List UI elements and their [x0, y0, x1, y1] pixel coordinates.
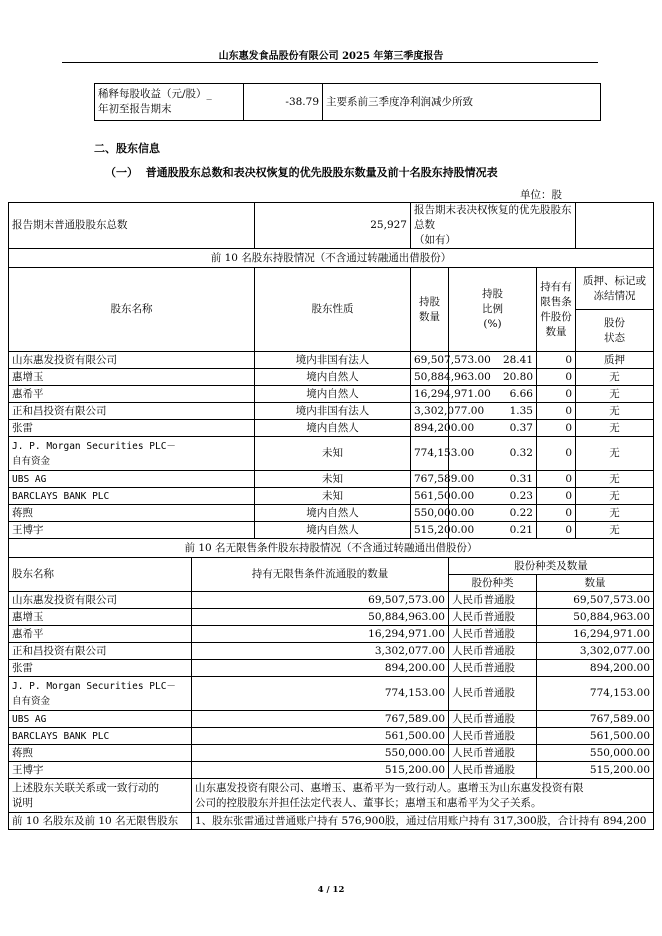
eps-table	[94, 83, 601, 121]
eps-label	[95, 84, 244, 121]
shareholder-name: 张雷	[9, 420, 255, 437]
share-kind-qty: 16,294,971.00	[537, 626, 654, 643]
table-row	[9, 711, 654, 728]
share-kind-qty: 69,507,573.00	[537, 592, 654, 609]
share-kind: 人民币普通股	[449, 626, 537, 643]
shareholder-name: 王博宇	[9, 762, 192, 779]
pledge-state: 质押	[576, 352, 654, 369]
shareholder-nature: 境内非国有法人	[255, 352, 411, 369]
shares-held: 16,294,971.00	[411, 386, 449, 403]
margin-row	[9, 813, 654, 830]
unrestricted-count: 3,302,077.00	[192, 643, 449, 660]
pledge-state: 无	[576, 522, 654, 539]
share-kind-qty: 561,500.00	[537, 728, 654, 745]
margin-label: 前 10 名股东及前 10 名无限售股东	[9, 813, 192, 830]
share-ratio: 0.31	[449, 471, 537, 488]
table-row	[9, 386, 654, 403]
shareholder-name: BARCLAYS BANK PLC	[9, 728, 192, 745]
unrestricted-count: 69,507,573.00	[192, 592, 449, 609]
table-row	[9, 643, 654, 660]
shareholder-name: 惠增玉	[9, 609, 192, 626]
shareholder-name: 王博宇	[9, 522, 255, 539]
table-row	[9, 471, 654, 488]
share-kind-qty: 550,000.00	[537, 745, 654, 762]
eps-label-line1: 稀释每股收益（元/股）_	[98, 88, 212, 100]
shareholder-table	[8, 202, 654, 830]
share-kind-qty: 3,302,077.00	[537, 643, 654, 660]
ur-header-qty: 数量	[537, 575, 654, 592]
shareholder-nature: 境内自然人	[255, 420, 411, 437]
unrestricted-count: 16,294,971.00	[192, 626, 449, 643]
unrestricted-count: 894,200.00	[192, 660, 449, 677]
eps-reason: 主要系前三季度净利润减少所致	[323, 84, 601, 121]
restricted-shares: 0	[537, 522, 576, 539]
shareholder-nature: 未知	[255, 471, 411, 488]
shareholder-name: 蒋煦	[9, 505, 255, 522]
share-ratio: 20.80	[449, 369, 537, 386]
shareholder-name: 山东惠发投资有限公司	[9, 592, 192, 609]
ratio-l2: 比例	[482, 303, 503, 315]
subsection-prefix: （一）	[105, 166, 138, 179]
share-ratio: 1.35	[449, 403, 537, 420]
share-kind-qty: 774,153.00	[537, 677, 654, 711]
shares-held: 550,000.00	[411, 505, 449, 522]
unit-label: 单位：股	[520, 189, 562, 201]
pref-label-line1: 报告期末表决权恢复的优先股股东总数	[414, 204, 572, 231]
pledge-state: 无	[576, 437, 654, 471]
margin-text: 1、股东张雷通过普通账户持有 576,900股，通过信用账户持有 317,300股，合计持有 894,200	[192, 813, 654, 830]
shareholder-name-line1: J. P. Morgan Securities PLC－	[12, 440, 176, 452]
pledge-state: 无	[576, 403, 654, 420]
state-l1: 股份	[604, 316, 626, 329]
eps-label-line2: 年初至报告期末	[98, 103, 172, 115]
ur-header-kind: 股份种类	[449, 575, 537, 592]
col-header-pledge: 质押、标记或冻结情况	[576, 268, 654, 310]
share-kind: 人民币普通股	[449, 762, 537, 779]
share-kind-qty: 515,200.00	[537, 762, 654, 779]
shareholder-name: 惠希平	[9, 386, 255, 403]
table-row	[9, 762, 654, 779]
unrestricted-count: 774,153.00	[192, 677, 449, 711]
unrestricted-count: 515,200.00	[192, 762, 449, 779]
shareholder-name: 山东惠发投资有限公司	[9, 352, 255, 369]
shares-held: 3,302,077.00	[411, 403, 449, 420]
total-holders-label: 报告期末普通股股东总数	[9, 203, 255, 249]
table-row	[9, 420, 654, 437]
shares-held: 69,507,573.00	[411, 352, 449, 369]
share-kind: 人民币普通股	[449, 609, 537, 626]
pledge-state: 无	[576, 420, 654, 437]
pref-holders-value	[576, 203, 654, 249]
table-row	[9, 505, 654, 522]
col-header-state	[576, 310, 654, 352]
restricted-shares: 0	[537, 403, 576, 420]
shareholder-name-cell	[9, 437, 255, 471]
shareholder-name: UBS AG	[9, 471, 255, 488]
pledge-state: 无	[576, 505, 654, 522]
table-row	[9, 352, 654, 369]
pledge-state: 无	[576, 488, 654, 505]
shareholder-name-line2: 自有资金	[12, 455, 51, 467]
share-kind: 人民币普通股	[449, 660, 537, 677]
restricted-shares: 0	[537, 437, 576, 471]
unrestricted-count: 550,000.00	[192, 745, 449, 762]
table-row	[9, 437, 654, 471]
share-kind: 人民币普通股	[449, 643, 537, 660]
page-header-title: 山东惠发食品股份有限公司 2025 年第三季度报告	[218, 51, 444, 62]
header-divider	[62, 62, 598, 63]
pref-label-line2: （如有）	[414, 234, 456, 246]
share-ratio: 0.21	[449, 522, 537, 539]
related-label-l1: 上述股东关联关系或一致行动的	[12, 781, 159, 794]
shareholder-nature: 未知	[255, 437, 411, 471]
restricted-shares: 0	[537, 352, 576, 369]
shareholder-nature: 境内非国有法人	[255, 403, 411, 420]
unrestricted-count: 50,884,963.00	[192, 609, 449, 626]
ratio-l3: (%)	[483, 318, 502, 330]
pledge-state: 无	[576, 386, 654, 403]
table-row	[9, 403, 654, 420]
ratio-l1: 持股	[482, 288, 503, 300]
shareholder-name: BARCLAYS BANK PLC	[9, 488, 255, 505]
pref-holders-label	[411, 203, 576, 249]
related-text-l2: 公司的控股股东并担任法定代表人、董事长；惠增玉和惠希平为父子关系。	[195, 796, 542, 809]
shares-held: 774,153.00	[411, 437, 449, 471]
ur-header-name: 股东名称	[9, 558, 192, 592]
restricted-shares: 0	[537, 488, 576, 505]
table-row	[9, 369, 654, 386]
related-row	[9, 779, 654, 813]
shares-held: 50,884,963.00	[411, 369, 449, 386]
related-label	[9, 779, 192, 813]
restricted-shares: 0	[537, 420, 576, 437]
restricted-shares: 0	[537, 386, 576, 403]
table-row	[9, 745, 654, 762]
share-kind-qty: 894,200.00	[537, 660, 654, 677]
unrestricted-count: 561,500.00	[192, 728, 449, 745]
share-ratio: 0.32	[449, 437, 537, 471]
table-row	[9, 728, 654, 745]
related-label-l2: 说明	[12, 796, 33, 809]
col-header-shares: 持股数量	[411, 268, 449, 352]
section-title: 二、股东信息	[94, 142, 160, 155]
shareholder-name: 正和昌投资有限公司	[9, 403, 255, 420]
restricted-shares: 0	[537, 505, 576, 522]
shareholder-nature: 境内自然人	[255, 505, 411, 522]
share-ratio: 0.22	[449, 505, 537, 522]
restricted-shares: 0	[537, 369, 576, 386]
shares-held: 767,589.00	[411, 471, 449, 488]
share-ratio: 0.23	[449, 488, 537, 505]
share-ratio: 0.37	[449, 420, 537, 437]
share-ratio: 28.41	[449, 352, 537, 369]
related-text	[192, 779, 654, 813]
table-row	[9, 626, 654, 643]
table-row	[9, 592, 654, 609]
shareholder-name: 正和昌投资有限公司	[9, 643, 192, 660]
top10-header-row	[9, 268, 654, 310]
shares-held: 515,200.00	[411, 522, 449, 539]
share-kind: 人民币普通股	[449, 592, 537, 609]
share-kind-qty: 50,884,963.00	[537, 609, 654, 626]
col-header-nature: 股东性质	[255, 268, 411, 352]
table-row	[9, 522, 654, 539]
restricted-l1: 持有有限售条	[540, 280, 572, 308]
totals-row	[9, 203, 654, 249]
ur-header-kind-group: 股份种类及数量	[449, 558, 654, 575]
share-kind: 人民币普通股	[449, 677, 537, 711]
total-holders-value: 25,927	[255, 203, 411, 249]
related-text-l1: 山东惠发投资有限公司、惠增玉、惠希平为一致行动人。惠增玉为山东惠发投资有限	[195, 781, 584, 794]
share-kind: 人民币普通股	[449, 728, 537, 745]
table-row	[9, 609, 654, 626]
unrestricted-header-row	[9, 558, 654, 575]
shareholder-name-cell	[9, 677, 192, 711]
ur-header-count: 持有无限售条件流通股的数量	[192, 558, 449, 592]
page-number: 4 / 12	[317, 885, 345, 895]
share-kind: 人民币普通股	[449, 711, 537, 728]
col-header-name: 股东名称	[9, 268, 255, 352]
shareholder-name: UBS AG	[9, 711, 192, 728]
shareholder-name: 张雷	[9, 660, 192, 677]
pledge-state: 无	[576, 471, 654, 488]
shareholder-name: 惠增玉	[9, 369, 255, 386]
top10-caption: 前 10 名股东持股情况（不含通过转融通出借股份）	[9, 249, 654, 268]
share-kind-qty: 767,589.00	[537, 711, 654, 728]
eps-value: -38.79	[244, 84, 323, 121]
shareholder-name: 惠希平	[9, 626, 192, 643]
restricted-l2: 件股份数量	[540, 310, 572, 338]
shareholder-nature: 境内自然人	[255, 522, 411, 539]
shareholder-name-line1: J. P. Morgan Securities PLC－	[12, 680, 176, 692]
unrestricted-caption: 前 10 名无限售条件股东持股情况（不含通过转融通出借股份）	[9, 539, 654, 558]
table-row	[9, 660, 654, 677]
col-header-restricted	[537, 268, 576, 352]
unrestricted-count: 767,589.00	[192, 711, 449, 728]
share-kind: 人民币普通股	[449, 745, 537, 762]
shareholder-nature: 境内自然人	[255, 369, 411, 386]
col-header-ratio	[449, 268, 537, 352]
state-l2: 状态	[604, 331, 626, 344]
shareholder-nature: 境内自然人	[255, 386, 411, 403]
subsection-text: 普通股股东总数和表决权恢复的优先股股东数量及前十名股东持股情况表	[145, 166, 498, 179]
subsection-title	[105, 164, 498, 180]
shares-held: 561,500.00	[411, 488, 449, 505]
shareholder-nature: 未知	[255, 488, 411, 505]
shareholder-name: 蒋煦	[9, 745, 192, 762]
table-row	[9, 488, 654, 505]
table-row	[9, 677, 654, 711]
share-ratio: 6.66	[449, 386, 537, 403]
shares-held: 894,200.00	[411, 420, 449, 437]
shareholder-name-line2: 自有资金	[12, 695, 51, 707]
restricted-shares: 0	[537, 471, 576, 488]
pledge-state: 无	[576, 369, 654, 386]
